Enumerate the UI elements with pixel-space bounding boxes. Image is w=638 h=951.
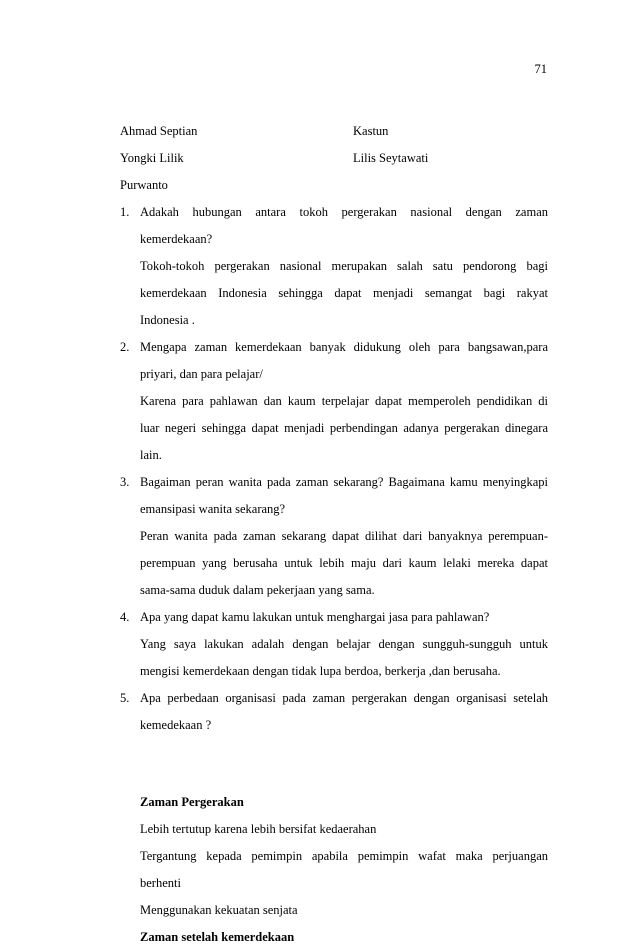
author-name: Kastun [353, 124, 389, 138]
answer-line: Indonesia . [140, 313, 195, 327]
answer-line: Tokoh-tokoh pergerakan nasional merupakan salah satu pendorong bagi [140, 259, 548, 273]
answer-line: Karena para pahlawan dan kaum terpelajar dapat memperoleh pendidikan di [140, 394, 548, 408]
question-line: 3. Bagaiman peran wanita pada zaman sekarang? Bagaimana kamu menyingkapi [120, 469, 548, 496]
question-line: 1. Adakah hubungan antara tokoh pergerakan nasional dengan zaman [120, 199, 548, 226]
section-item: Tergantung kepada pemimpin apabila pemimpin wafat maka perjuangan [140, 849, 548, 863]
answer-line: kemerdekaan Indonesia sehingga dapat menjadi semangat bagi rakyat [140, 286, 548, 300]
section-item: berhenti [140, 876, 181, 890]
answer-line: Yang saya lakukan adalah dengan belajar dengan sungguh-sungguh untuk [140, 637, 548, 651]
item-number: 2. [120, 340, 130, 354]
qa-item-4 [120, 604, 548, 685]
spacer [120, 764, 548, 789]
author-name: Ahmad Septian [120, 124, 198, 138]
item-number: 5. [120, 691, 130, 705]
question-line: 2. Mengapa zaman kemerdekaan banyak didukung oleh para bangsawan,para [120, 334, 548, 361]
answer-line: sama-sama duduk dalam pekerjaan yang sama. [140, 583, 375, 597]
author-row-3 [120, 172, 548, 199]
answer-line: lain. [140, 448, 162, 462]
item-number: 4. [120, 610, 130, 624]
question-line: priyari, dan para pelajar/ [140, 367, 263, 381]
author-name: Yongki Lilik [120, 151, 184, 165]
section-item: Lebih tertutup karena lebih bersifat kedaerahan [140, 822, 377, 836]
qa-item-2 [120, 334, 548, 469]
qa-item-1 [120, 199, 548, 334]
item-number: 3. [120, 475, 130, 489]
author-name: Purwanto [120, 178, 168, 192]
qa-item-5 [120, 685, 548, 739]
section-heading: Zaman Pergerakan [140, 795, 244, 809]
author-row-2 [120, 145, 548, 172]
question-line: 5. Apa perbedaan organisasi pada zaman pergerakan dengan organisasi setelah [120, 685, 548, 712]
section-item: Menggunakan kekuatan senjata [140, 903, 298, 917]
answer-line: perempuan yang berusaha untuk lebih maju dari kaum lelaki mereka dapat [140, 556, 548, 570]
section-zaman-pergerakan [120, 789, 548, 924]
item-number: 1. [120, 205, 130, 219]
section-zaman-setelah-kemerdekaan [120, 924, 548, 951]
question-line: kemedekaan ? [140, 718, 212, 732]
qa-item-3 [120, 469, 548, 604]
answer-line: Peran wanita pada zaman sekarang dapat dilihat dari banyaknya perempuan- [140, 529, 548, 543]
answer-line: mengisi kemerdekaan dengan tidak lupa berdoa, berkerja ,dan berusaha. [140, 664, 501, 678]
page-number: 71 [534, 62, 547, 76]
author-name: Lilis Seytawati [353, 151, 429, 165]
question-line: emansipasi wanita sekarang? [140, 502, 286, 516]
page-content [120, 118, 548, 951]
spacer [120, 739, 548, 764]
answer-line: luar negeri sehingga dapat menjadi perbendingan adanya pergerakan dinegara [140, 421, 548, 435]
author-row-1 [120, 118, 548, 145]
question-line: 4. Apa yang dapat kamu lakukan untuk menghargai jasa para pahlawan? [120, 604, 548, 631]
question-line: kemerdekaan? [140, 232, 213, 246]
section-heading: Zaman setelah kemerdekaan [140, 930, 295, 944]
